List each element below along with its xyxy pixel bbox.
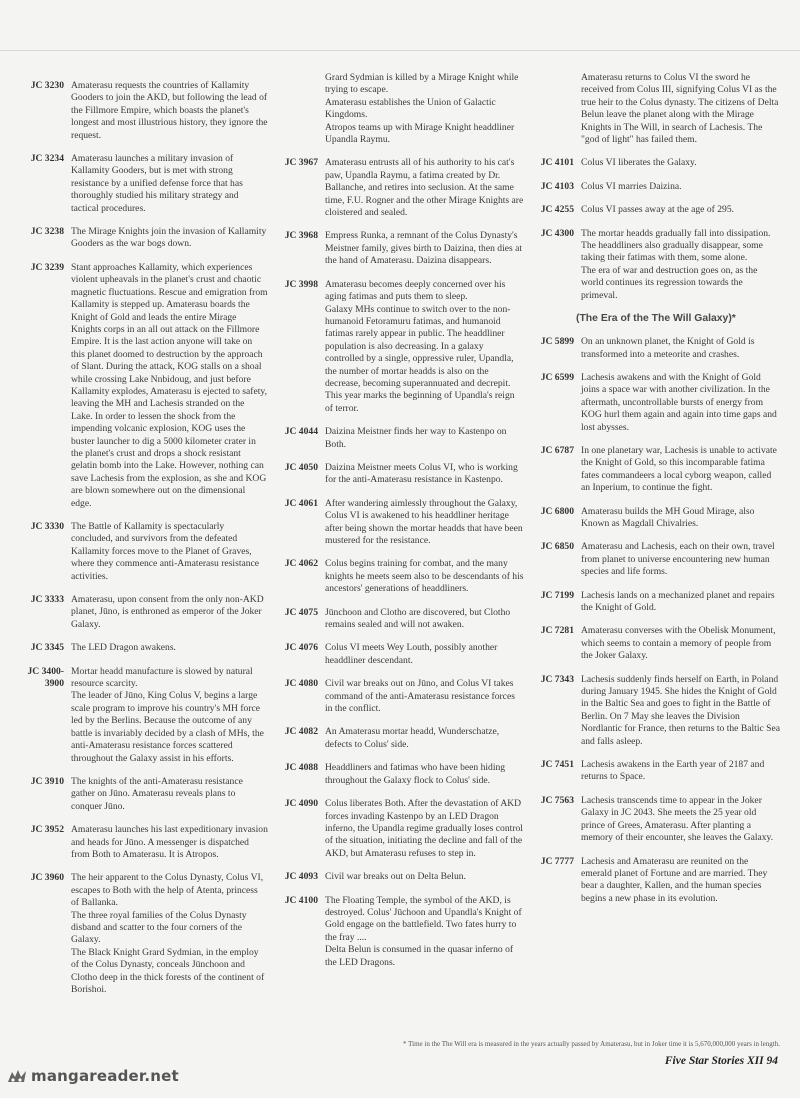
page-title: Five Star Stories XII 94 xyxy=(664,1055,778,1067)
entry-paragraph: Amaterasu launches a military invasion of Kallamity Gooders, but is met with strong resistance by a unified defense force that has thoroughly studied his military strategy and tactical procedures. xyxy=(71,153,243,214)
entry-paragraph: Daizina Meistner meets Colus VI, who is working for the anti-Amaterasu resistance in Kastenpo. xyxy=(325,461,518,486)
entry-text xyxy=(581,795,780,845)
entry-paragraph: Civil war breaks out on Delta Belun. xyxy=(325,871,466,883)
entry-text xyxy=(581,590,780,615)
entry-paragraph: Headdliners and fatimas who have been hiding throughout the Galaxy flock to Colus' side. xyxy=(325,762,506,786)
timeline-entry xyxy=(528,759,780,784)
entry-text xyxy=(71,872,268,996)
entry-paragraph: Daizina Meistner finds her way to Kastenpo on Both. xyxy=(325,426,507,450)
entry-paragraph: Civil war breaks out on Jūno, and Colus VI takes command of the anti-Amaterasu resistance forces in the conflict. xyxy=(325,678,515,715)
timeline-entry xyxy=(272,498,524,548)
entry-paragraph: The Mirage Knights join the invasion of Kallamity Gooders as the war bogs down. xyxy=(71,226,267,250)
timeline-entry xyxy=(18,594,268,631)
timeline-column-2 xyxy=(272,72,524,980)
timeline-entry xyxy=(18,642,268,654)
timeline-entry xyxy=(528,336,780,361)
entry-year: JC 7281 xyxy=(540,625,574,637)
entry-text xyxy=(325,871,524,883)
entry-year: JC 3345 xyxy=(30,642,64,654)
entry-paragraph: Empress Runka, a remnant of the Colus Dynasty's Meistner family, gives birth to Daizina, then dies at the hand of Amaterasu. Daizina disappears. xyxy=(325,230,523,267)
entry-year: JC 3239 xyxy=(30,261,64,273)
entry-paragraph: Colus liberates Both. After the devastation of AKD forces invading Kastenpo by an LED Dragon inferno, the Upandla regime gradually loses control of the situation, initiating the decline and fall of the AKD, but Amaterasu refuses to step in. xyxy=(325,798,523,859)
entry-paragraph: Lachesis transcends time to appear in the Joker Galaxy in JC 2043. She meets the 25 year old prince of Grees, Amaterasu. After planting a memory of their encounter, she leaves the Galaxy. xyxy=(581,794,774,844)
entry-paragraph: Amaterasu entrusts all of his authority to his cat's paw, Upandla Raymu, a fatima created by Dr. Ballanche, and retires into seclusion. At the same time, F.U. Rogner and the other Mirage Knights are cloistered and sealed. xyxy=(325,157,524,219)
entry-paragraph: Amaterasu launches his last expeditionary invasion and heads for Jūno. A messenger is dispatched from Both to Amaterasu. It is Atropos. xyxy=(71,824,268,860)
entry-paragraph: Colus VI meets Wey Louth, possibly another headdliner descendant. xyxy=(325,642,498,666)
timeline-entry xyxy=(272,230,524,267)
timeline-entry xyxy=(272,895,524,969)
entry-paragraph: Colus VI liberates the Galaxy. xyxy=(581,157,697,169)
watermark xyxy=(6,1066,179,1086)
entry-paragraph: Jūnchoon and Clotho are discovered, but Clotho remains sealed and will not awaken. xyxy=(325,606,511,631)
timeline-entry xyxy=(528,590,780,615)
entry-year: JC 3234 xyxy=(30,153,64,165)
entry-paragraph: Grard Sydmian is killed by a Mirage Knight while trying to escape. xyxy=(325,72,519,96)
entry-text xyxy=(581,856,780,906)
entry-paragraph: In one planetary war, Lachesis is unable to activate the Knight of Gold, so this incomparable fatima fates commandeers a local cyborg weapon, called an Inperium, to continue the fight. xyxy=(581,444,777,494)
entry-text xyxy=(581,336,780,361)
entry-text xyxy=(325,798,524,860)
entry-paragraph: An Amaterasu mortar headd, Wunderschatze, defects to Colus' side. xyxy=(325,726,500,750)
entry-paragraph: On an unknown planet, the Knight of Gold is transformed into a meteorite and crashes. xyxy=(581,336,755,360)
footnote: * Time in the The Will era is measured in the years actually passed by Amaterasu, but in Joker time it is 5,670,000,000 years in length. xyxy=(402,1040,780,1048)
entry-year: JC 3967 xyxy=(284,157,318,169)
entry-text xyxy=(71,642,268,654)
entry-year: JC 4050 xyxy=(284,461,318,473)
entry-paragraph: Amaterasu and Lachesis, each on their own, travel from planet to universe encountering new human species and life forms. xyxy=(581,541,775,578)
entry-paragraph: This year marks the beginning of Upandla's reign of terror. xyxy=(325,390,515,414)
entry-text xyxy=(71,594,268,631)
entry-paragraph: The leader of Jūno, King Colus V, begins a large scale program to improve his country's MH force led by the Berlins. Because the outcome of any battle is invariably decided by a clash of MHs, the anti-Amaterasu resistance forces scattered throughout the Galaxy assist in his efforts. xyxy=(71,690,264,764)
entry-paragraph: Amaterasu builds the MH Goud Mirage, also Known as Magdall Chivalries. xyxy=(581,505,755,529)
entry-year: JC 4090 xyxy=(284,798,318,810)
entry-text xyxy=(325,462,524,487)
entry-year: JC 3400- 3900 xyxy=(27,665,64,690)
timeline-entry xyxy=(528,72,780,146)
entry-paragraph: The Black Knight Grard Sydmian, in the employ of the Colus Dynasty, conceals Jūnchoon and Clotho deep in the thick forests of the continent of Borishoi. xyxy=(71,946,265,995)
timeline-entry xyxy=(18,153,268,215)
entry-text xyxy=(581,541,780,578)
entry-text xyxy=(71,153,268,215)
timeline-entry xyxy=(18,824,268,861)
entry-text xyxy=(325,72,524,146)
entry-text xyxy=(325,607,524,632)
entry-year: JC 4100 xyxy=(284,894,318,906)
entry-text xyxy=(71,80,268,142)
timeline-entry xyxy=(272,462,524,487)
entry-text xyxy=(581,181,780,193)
entry-paragraph: Lachesis suddenly finds herself on Earth, in Poland during January 1945. She hides the Knight of Gold in the Baltic Sea and goes to fight in the Battle of Berlin. On 7 May she leaves the Division Nordlantic for France, then returns to the Baltic Sea and falls asleep. xyxy=(581,673,781,747)
timeline-entry xyxy=(272,157,524,219)
entry-year: JC 4080 xyxy=(284,678,318,690)
entry-year: JC 5899 xyxy=(540,336,574,348)
entry-text xyxy=(581,625,780,662)
timeline-entry xyxy=(528,506,780,531)
entry-year: JC 3333 xyxy=(30,594,64,606)
entry-year: JC 4076 xyxy=(284,642,318,654)
entry-text xyxy=(581,204,780,216)
entry-year: JC 4088 xyxy=(284,762,318,774)
entry-paragraph: Lachesis and Amaterasu are reunited on the emerald planet of Fortune and are married. They bear a daughter, Kallen, and the human species begins a new phase in its evolution. xyxy=(581,855,768,904)
entry-year: JC 4093 xyxy=(284,871,318,883)
timeline-entry xyxy=(272,726,524,751)
entry-year: JC 3952 xyxy=(30,824,64,836)
entry-year: JC 7451 xyxy=(540,759,574,771)
entry-paragraph: Galaxy MHs continue to switch over to the non-humanoid Fetoramuru fatimas, and humanoid fatimas rarely appear in public. The headdliner population is also decreasing. In a galaxy controlled by a single, oppressive ruler, Upandla, the number of mortar headds is also on the decrease, becoming superannuated and decrepit. xyxy=(325,303,514,389)
watermark-logo-icon xyxy=(6,1066,28,1086)
entry-text xyxy=(325,895,524,969)
top-rule xyxy=(0,50,800,51)
entry-paragraph: The three royal families of the Colus Dynasty disband and scatter to the four corners of the Galaxy. xyxy=(71,909,247,946)
entry-text xyxy=(71,226,268,251)
entry-text xyxy=(325,558,524,595)
timeline-entry xyxy=(272,607,524,632)
entry-text xyxy=(581,506,780,531)
entry-paragraph: The Battle of Kallamity is spectacularly concluded, and survivors from the defeated Kallamity forces move to the Planet of Graves, where they commence anti-Amaterasu resistance activities. xyxy=(71,521,260,582)
timeline-entry xyxy=(528,541,780,578)
entry-text xyxy=(581,759,780,784)
entry-year: JC 4103 xyxy=(540,180,574,192)
timeline-column-1 xyxy=(18,80,268,1007)
timeline-entry xyxy=(528,372,780,434)
timeline-column-3 xyxy=(528,72,780,916)
timeline-entry xyxy=(272,426,524,451)
entry-year: JC 4082 xyxy=(284,726,318,738)
entry-paragraph: Lachesis awakens and with the Knight of Gold joins a space war with another civilization. In the aftermath, uncontrollable bursts of energy from KOG hurl them again and again into time gaps and lost abysses. xyxy=(581,371,777,433)
entry-year: JC 7199 xyxy=(540,589,574,601)
entry-year: JC 4075 xyxy=(284,606,318,618)
entry-paragraph: Amaterasu converses with the Obelisk Monument, which seems to contain a memory of people from the Joker Galaxy. xyxy=(581,625,776,662)
entry-year: JC 3968 xyxy=(284,230,318,242)
entry-paragraph: Colus VI marries Daizina. xyxy=(581,180,682,192)
entry-year: JC 3230 xyxy=(30,80,64,91)
timeline-entry xyxy=(18,521,268,583)
entry-text xyxy=(325,157,524,219)
entry-paragraph: Colus VI passes away at the age of 295. xyxy=(581,204,735,216)
timeline-entry xyxy=(272,279,524,415)
timeline-entry xyxy=(528,856,780,906)
entry-text xyxy=(581,445,780,495)
timeline-entry xyxy=(272,762,524,787)
entry-text xyxy=(325,279,524,415)
entry-text xyxy=(581,372,780,434)
entry-year: JC 6787 xyxy=(540,444,574,456)
entry-paragraph: Stant approaches Kallamity, which experiences violent upheavals in the planet's crust and chaotic magnetic fluctuations. Rescue and emigration from Kallamity is stepped up. Amaterasu boards the Knight of Gold and leads the entire Mirage Knights corps in an all out attack on the Fillmore Empire. It is the last action anyone will take on this planet doomed to destruction by the approach of Slant. During the attack, KOG stalls on a shoal while crossing Lake Nnbidoug, and just before Kallamity explodes, Amaterasu is ejected to safety, leaving the MH and Lachesis stranded on the Lake. In order to lessen the shock from the impending volcanic explosion, KOG uses the buster launcher to dig a 5000 kilometer crater in the planet's crust and drops a shock resistant gelatin bomb into the Lake. However, nothing can save Lachesis from the explosion, as she and KOG are blown somewhere out on the dimensional edge. xyxy=(71,261,268,509)
entry-year: JC 4044 xyxy=(284,426,318,438)
entry-paragraph: Amaterasu requests the countries of Kallamity Gooders to join the AKD, but following the lead of the Fillmore Empire, which boasts the planet's longest and most illustrious history, they ignore the request. xyxy=(71,80,268,141)
entry-year: JC 3238 xyxy=(30,226,64,238)
entry-text xyxy=(325,230,524,267)
entry-paragraph: Mortar headd manufacture is slowed by natural resource scarcity. xyxy=(71,665,253,690)
timeline-entry xyxy=(272,558,524,595)
entry-paragraph: Amaterasu establishes the Union of Galactic Kingdoms. xyxy=(325,96,496,121)
entry-year: JC 3998 xyxy=(284,278,318,290)
timeline-entry xyxy=(528,228,780,302)
entry-text xyxy=(581,674,780,748)
entry-paragraph: The Floating Temple, the symbol of the AKD, is destroyed. Colus' Jūchoon and Upandla's Knight of Gold engage on the battlefield. Two fates hurry to the fray .... xyxy=(325,894,522,943)
entry-year: JC 4061 xyxy=(284,497,318,509)
era-heading: (The Era of the The Will Galaxy)* xyxy=(576,313,736,325)
entry-paragraph: Amaterasu returns to Colus VI the sword he received from Colus III, signifying Colus VI as the true heir to the Colus dynasty. The citizens of Delta Belun leave the planet along with the Mirage Knights in The Will, in search of Lachesis. The "god of light" has failed them. xyxy=(581,72,779,146)
entry-text xyxy=(325,498,524,548)
entry-year: JC 3330 xyxy=(30,521,64,532)
timeline-entry xyxy=(528,795,780,845)
entry-year: JC 6599 xyxy=(540,371,574,383)
entry-year: JC 4300 xyxy=(540,227,574,239)
timeline-entry xyxy=(272,871,524,883)
entry-year: JC 6800 xyxy=(540,505,574,517)
entry-text xyxy=(71,666,268,765)
entry-paragraph: Amaterasu becomes deeply concerned over his aging fatimas and puts them to sleep. xyxy=(325,278,506,303)
timeline-entry xyxy=(528,674,780,748)
entry-year: JC 4255 xyxy=(540,204,574,216)
entry-text xyxy=(325,678,524,715)
timeline-entry xyxy=(272,678,524,715)
entry-paragraph: Amaterasu, upon consent from the only non-AKD planet, Jūno, is enthroned as emperor of the Joker Galaxy. xyxy=(71,594,264,630)
entry-text xyxy=(325,642,524,667)
timeline-entry xyxy=(528,445,780,495)
timeline-entry xyxy=(272,798,524,860)
timeline-entry xyxy=(528,181,780,193)
timeline-entry xyxy=(528,157,780,169)
entry-text xyxy=(71,776,268,813)
entry-text xyxy=(581,72,780,146)
entry-paragraph: After wandering aimlessly throughout the Galaxy, Colus VI is awakened to his headdliner heritage after being shown the mortar headds that have been mustered for the resistance. xyxy=(325,497,523,546)
entry-year: JC 7777 xyxy=(540,855,574,867)
entry-year: JC 7343 xyxy=(540,673,574,685)
watermark-text: mangareader.net xyxy=(31,1067,179,1085)
entry-text xyxy=(325,726,524,751)
timeline-entry xyxy=(528,625,780,662)
timeline-entry xyxy=(18,262,268,510)
timeline-entry xyxy=(18,80,268,142)
entry-year: JC 3910 xyxy=(30,775,64,787)
entry-year: JC 7563 xyxy=(540,794,574,806)
entry-paragraph: Colus begins training for combat, and the many knights he meets seem also to be descendants of his ancestors' generations of headdliners. xyxy=(325,558,524,595)
timeline-entry xyxy=(272,642,524,667)
entry-text xyxy=(71,824,268,861)
entry-year: JC 4101 xyxy=(540,157,574,169)
timeline-entry xyxy=(528,204,780,216)
entry-year: JC 3960 xyxy=(30,872,64,884)
entry-paragraph: The era of war and destruction goes on, as the world continues its regression towards the primeval. xyxy=(581,264,758,301)
entry-paragraph: Lachesis awakens in the Earth year of 2187 and returns to Space. xyxy=(581,759,765,783)
entry-paragraph: Atropos teams up with Mirage Knight headdliner Upandla Raymu. xyxy=(325,121,515,146)
timeline-entry xyxy=(18,666,268,765)
entry-text xyxy=(325,426,524,451)
entry-paragraph: Delta Belun is consumed in the quasar inferno of the LED Dragons. xyxy=(325,944,514,968)
entry-paragraph: The LED Dragon awakens. xyxy=(71,642,176,654)
timeline-entry xyxy=(272,72,524,146)
entry-text xyxy=(71,262,268,510)
entry-paragraph: The knights of the anti-Amaterasu resistance gather on Jūno. Amaterasu reveals plans to conquer Jūno. xyxy=(71,775,243,812)
entry-year: JC 4062 xyxy=(284,558,318,570)
entry-paragraph: The heir apparent to the Colus Dynasty, Colus VI, escapes to Both with the help of Atenta, princess of Ballanka. xyxy=(71,872,264,909)
entry-text xyxy=(325,762,524,787)
timeline-entry xyxy=(18,226,268,251)
entry-paragraph: The mortar headds gradually fall into dissipation. The headdliners also gradually disappear, some taking their fatimas with them, some alone. xyxy=(581,227,771,264)
entry-text xyxy=(581,157,780,169)
entry-year: JC 6850 xyxy=(540,541,574,553)
entry-text xyxy=(71,521,268,583)
timeline-entry xyxy=(18,872,268,996)
timeline-entry xyxy=(18,776,268,813)
entry-paragraph: Lachesis lands on a mechanized planet and repairs the Knight of Gold. xyxy=(581,589,775,613)
entry-text xyxy=(581,228,780,302)
